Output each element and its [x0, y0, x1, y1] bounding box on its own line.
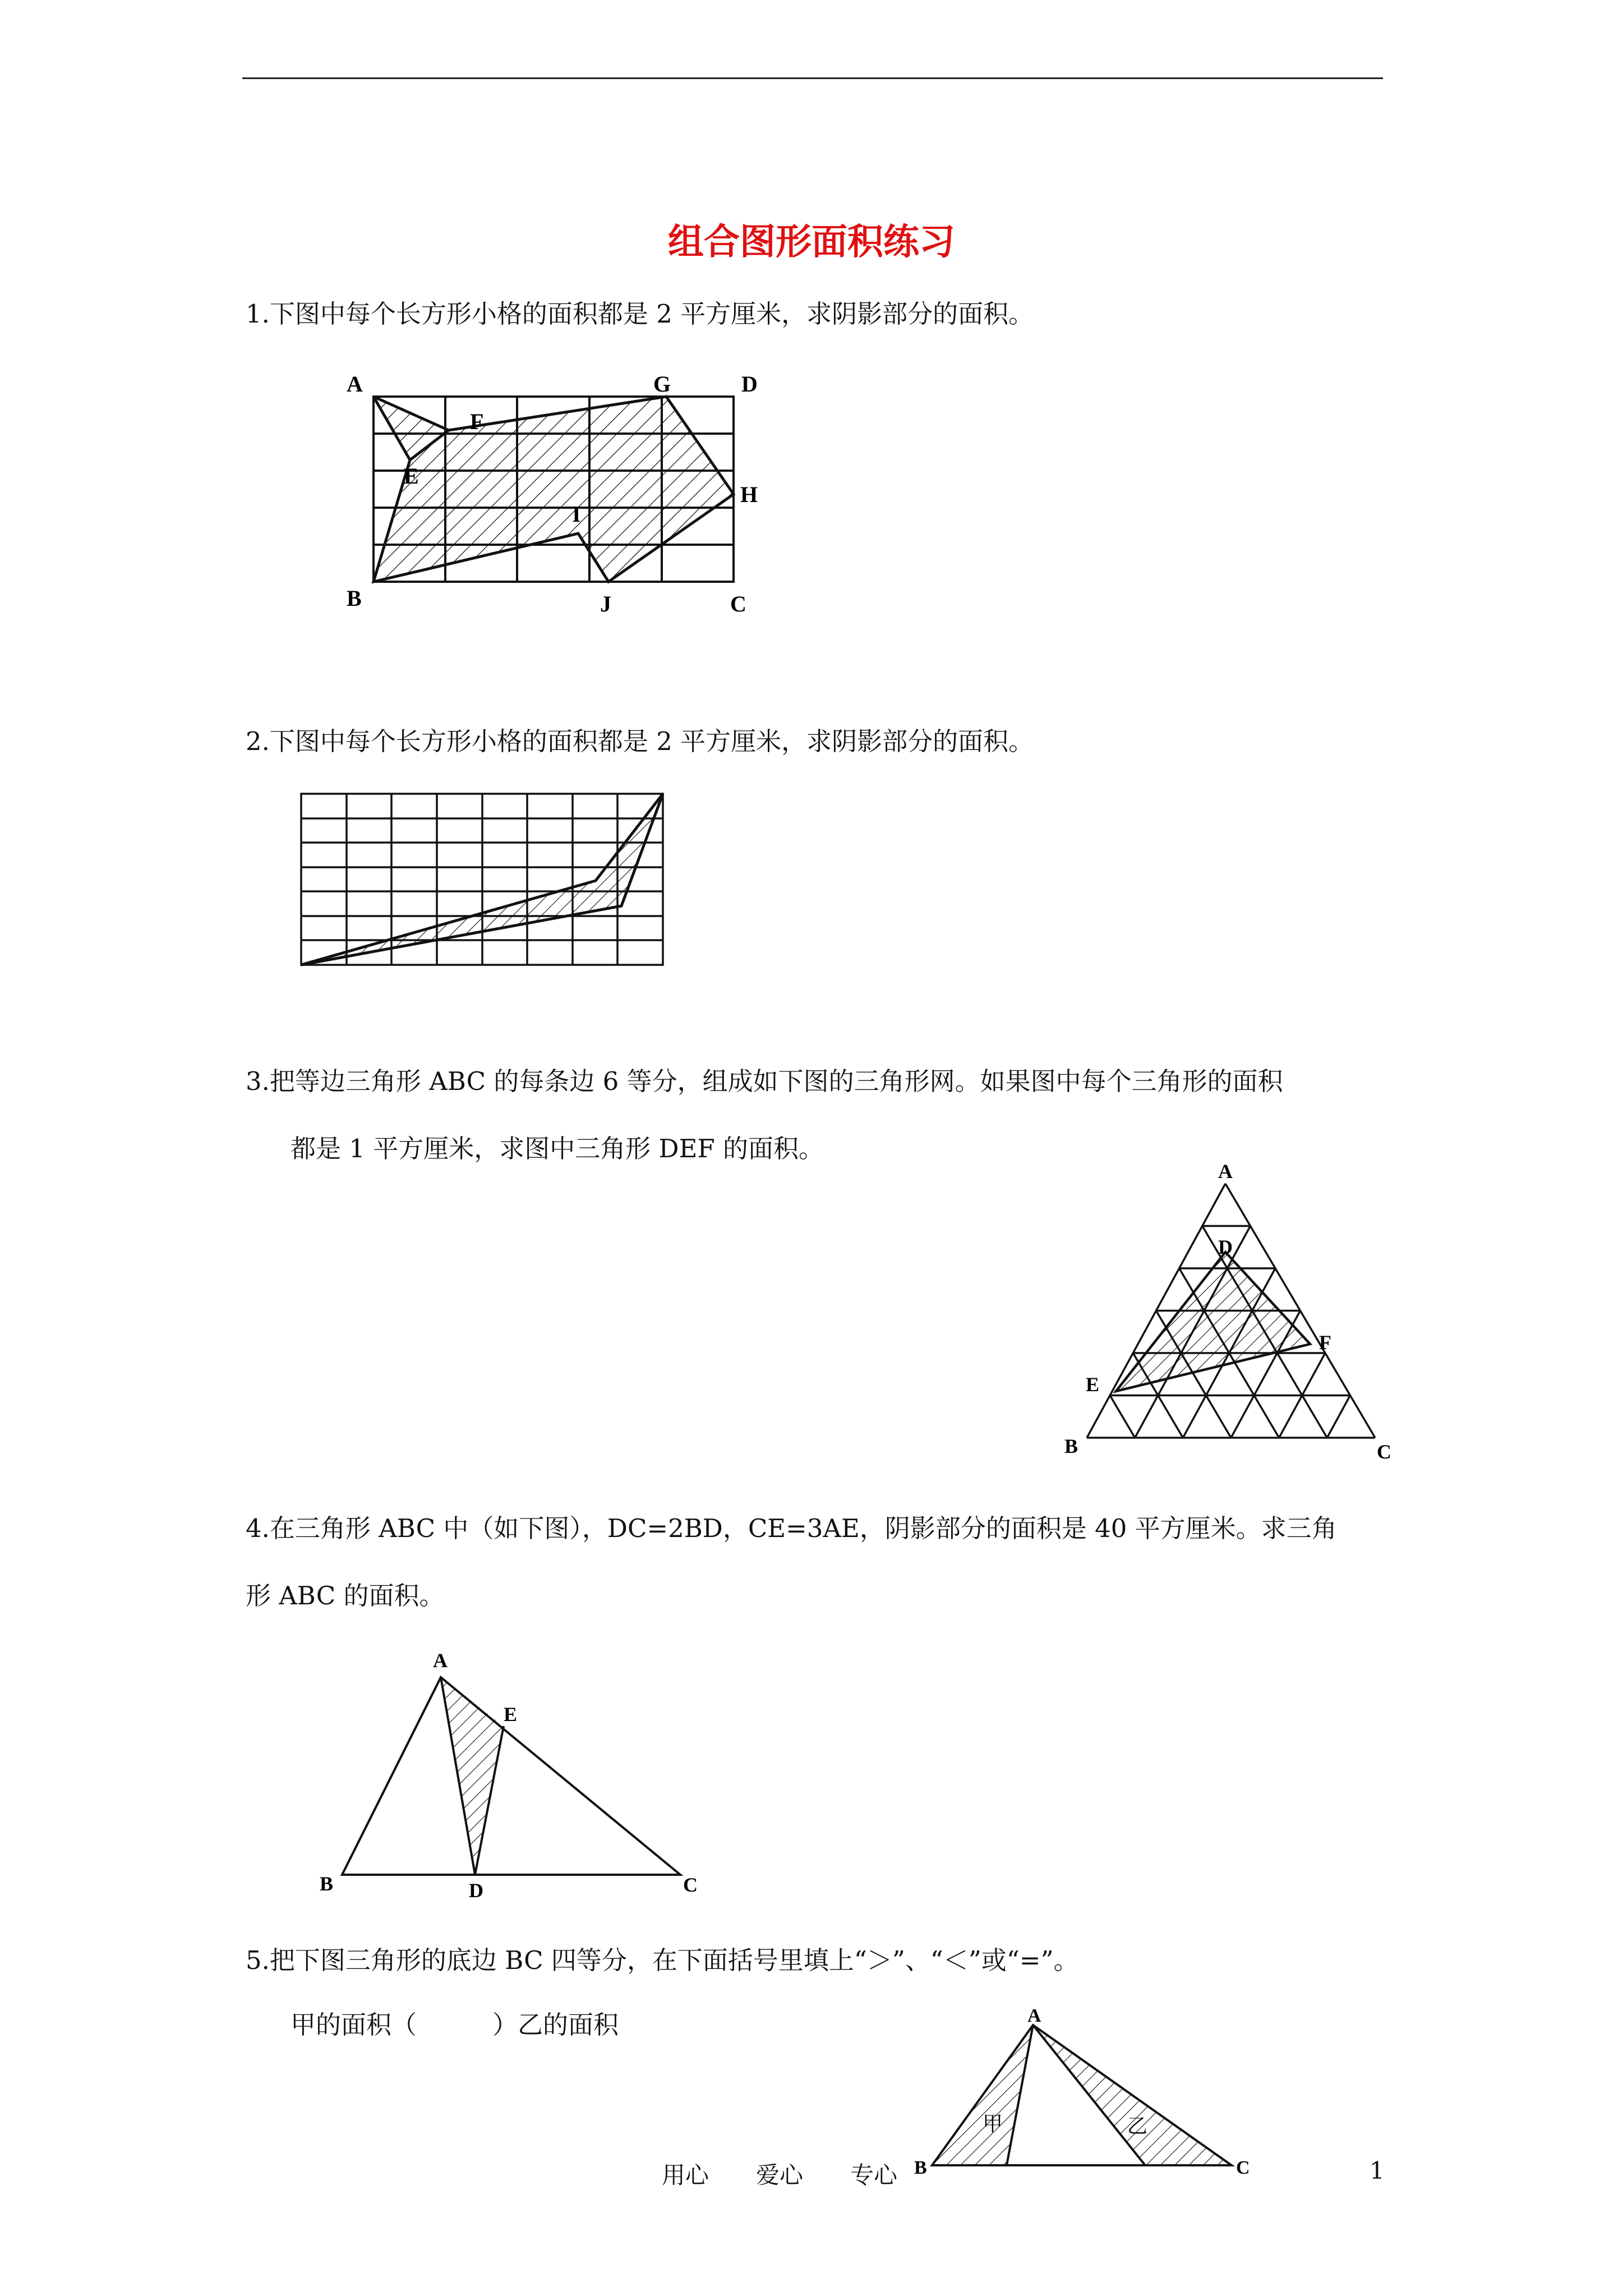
q1-label-I: I — [572, 501, 581, 527]
question-1-text: 1.下图中每个长方形小格的面积都是 2 平方厘米，求阴影部分的面积。 — [246, 299, 1034, 329]
q5-label-B: B — [914, 2157, 927, 2178]
q1-label-F: F — [470, 409, 484, 434]
question-4-line-1: 4.在三角形 ABC 中（如下图），DC=2BD，CE=3AE，阴影部分的面积是 40 平方厘米。求三角 — [246, 1513, 1337, 1543]
q4-label-D: D — [469, 1879, 483, 1902]
q4-label-A: A — [433, 1649, 448, 1672]
q3-label-D: D — [1218, 1236, 1233, 1258]
question-2-figure — [297, 788, 673, 973]
question-1-figure — [336, 365, 774, 623]
q3-label-E: E — [1086, 1373, 1100, 1396]
header-rule — [242, 77, 1383, 79]
q1-label-E: E — [404, 463, 419, 489]
page-number: 1 — [1370, 2157, 1385, 2184]
question-3-line-1: 3.把等边三角形 ABC 的每条边 6 等分，组成如下图的三角形网。如果图中每个三角形的面积 — [246, 1066, 1283, 1096]
q1-label-H: H — [740, 482, 758, 507]
q3-label-A: A — [1218, 1160, 1233, 1182]
q3-triangle-grid — [1087, 1184, 1375, 1438]
q3-grid-line-right — [1110, 1396, 1135, 1438]
q3-label-B: B — [1064, 1435, 1078, 1457]
q4-label-B: B — [320, 1872, 334, 1895]
q1-shaded-region — [374, 397, 734, 582]
q1-label-B: B — [347, 586, 362, 611]
q4-label-C: C — [683, 1874, 698, 1896]
question-3-line-2: 都是 1 平方厘米，求图中三角形 DEF 的面积。 — [291, 1134, 824, 1163]
q1-label-A: A — [347, 371, 363, 397]
q5-label-jia: 甲 — [983, 2113, 1003, 2135]
q3-label-F: F — [1319, 1331, 1331, 1354]
question-4-figure — [314, 1644, 707, 1913]
question-2-text: 2.下图中每个长方形小格的面积都是 2 平方厘米，求阴影部分的面积。 — [246, 726, 1034, 756]
question-4-line-2: 形 ABC 的面积。 — [246, 1581, 445, 1611]
q5-label-A: A — [1027, 2005, 1041, 2026]
q4-label-E: E — [504, 1703, 518, 1726]
q5-label-C: C — [1236, 2157, 1250, 2178]
question-5-line-1: 5.把下图三角形的底边 BC 四等分，在下面括号里填上“＞”、“＜”或“=”。 — [246, 1945, 1079, 1975]
page-title: 组合图形面积练习 — [668, 222, 955, 263]
q5-label-yi: 乙 — [1127, 2115, 1148, 2137]
q1-label-J: J — [600, 591, 611, 616]
q1-label-D: D — [741, 371, 758, 397]
question-3-figure — [1054, 1156, 1402, 1470]
q1-label-C: C — [730, 591, 746, 616]
q3-label-C: C — [1377, 1441, 1391, 1463]
footer-motto: 用心 爱心 专心 — [662, 2161, 898, 2189]
question-5-line-2: 甲的面积（ ）乙的面积 — [291, 2010, 619, 2040]
q3-shaded-triangle-DEF — [1116, 1252, 1310, 1391]
q3-grid-line-left — [1327, 1396, 1350, 1438]
q1-label-G: G — [653, 371, 671, 397]
question-5-figure — [903, 2005, 1262, 2178]
